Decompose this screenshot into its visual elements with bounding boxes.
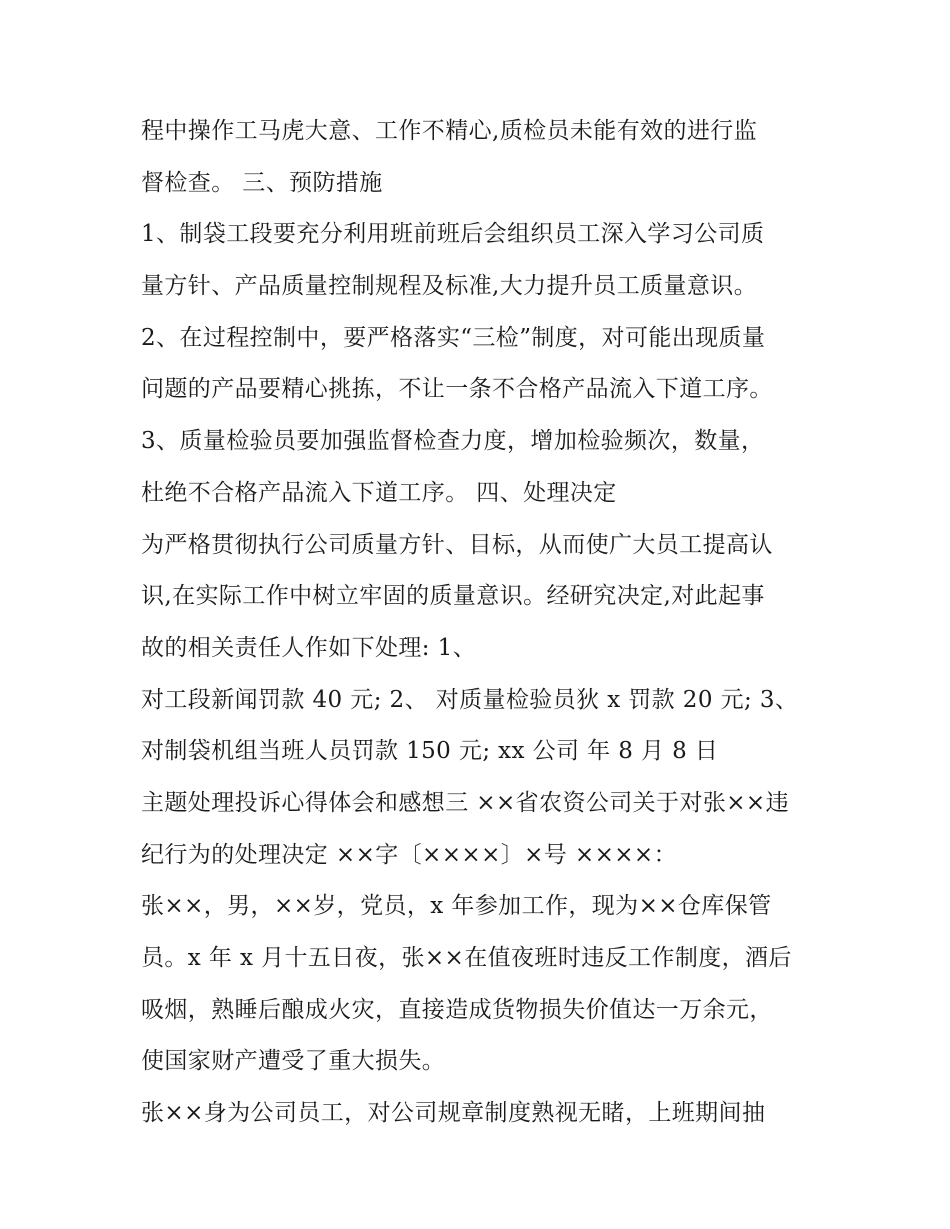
text-line: 主题处理投诉心得体会和感想三 ××省农资公司关于对张××违 [141, 789, 789, 816]
text-line: 对制袋机组当班人员罚款 150 元; xx 公司 年 8 月 8 日 [141, 738, 719, 765]
text-line: 督检查。 三、预防措施 [141, 169, 383, 196]
text-line: 2、在过程控制中，要严格落实“三检”制度，对可能出现质量 [141, 324, 766, 351]
text-line: 杜绝不合格产品流入下道工序。 四、处理决定 [141, 479, 617, 506]
text-line: 吸烟，熟睡后酿成火灾，直接造成货物损失价值达一万余元， [141, 996, 773, 1023]
text-line: 张××，男，××岁，党员，x 年参加工作，现为××仓库保管 [141, 893, 772, 920]
text-line: 员。x 年 x 月十五日夜，张××在值夜班时违反工作制度，酒后 [141, 945, 792, 971]
text-line: 使国家财产遭受了重大损失。 [141, 1048, 446, 1075]
text-line: 纪行为的处理决定 ××字〔××××〕×号 ××××： [141, 841, 678, 868]
document-body [141, 106, 841, 1140]
text-line: 程中操作工马虎大意、工作不精心,质检员未能有效的进行监 [141, 118, 758, 144]
text-line: 故的相关责任人作如下处理: 1、 [141, 634, 477, 661]
text-line: 对工段新闻罚款 40 元; 2、 对质量检验员狄 x 罚款 20 元; 3、 [141, 686, 799, 713]
text-line: 为严格贯彻执行公司质量方针、目标，从而使广大员工提高认 [141, 531, 773, 558]
text-line: 3、质量检验员要加强监督检查力度，增加检验频次，数量， [141, 428, 765, 455]
text-line: 识,在实际工作中树立牢固的质量意识。经研究决定,对此起事 [141, 583, 765, 610]
text-line: 张××身为公司员工，对公司规章制度熟视无睹，上班期间抽 [141, 1100, 766, 1127]
text-line: 问题的产品要精心挑拣，不让一条不合格产品流入下道工序。 [141, 376, 773, 403]
text-line: 1、制袋工段要充分利用班前班后会组织员工深入学习公司质 [141, 221, 765, 248]
text-line: 量方针、产品质量控制规程及标准,大力提升员工质量意识。 [141, 273, 758, 300]
